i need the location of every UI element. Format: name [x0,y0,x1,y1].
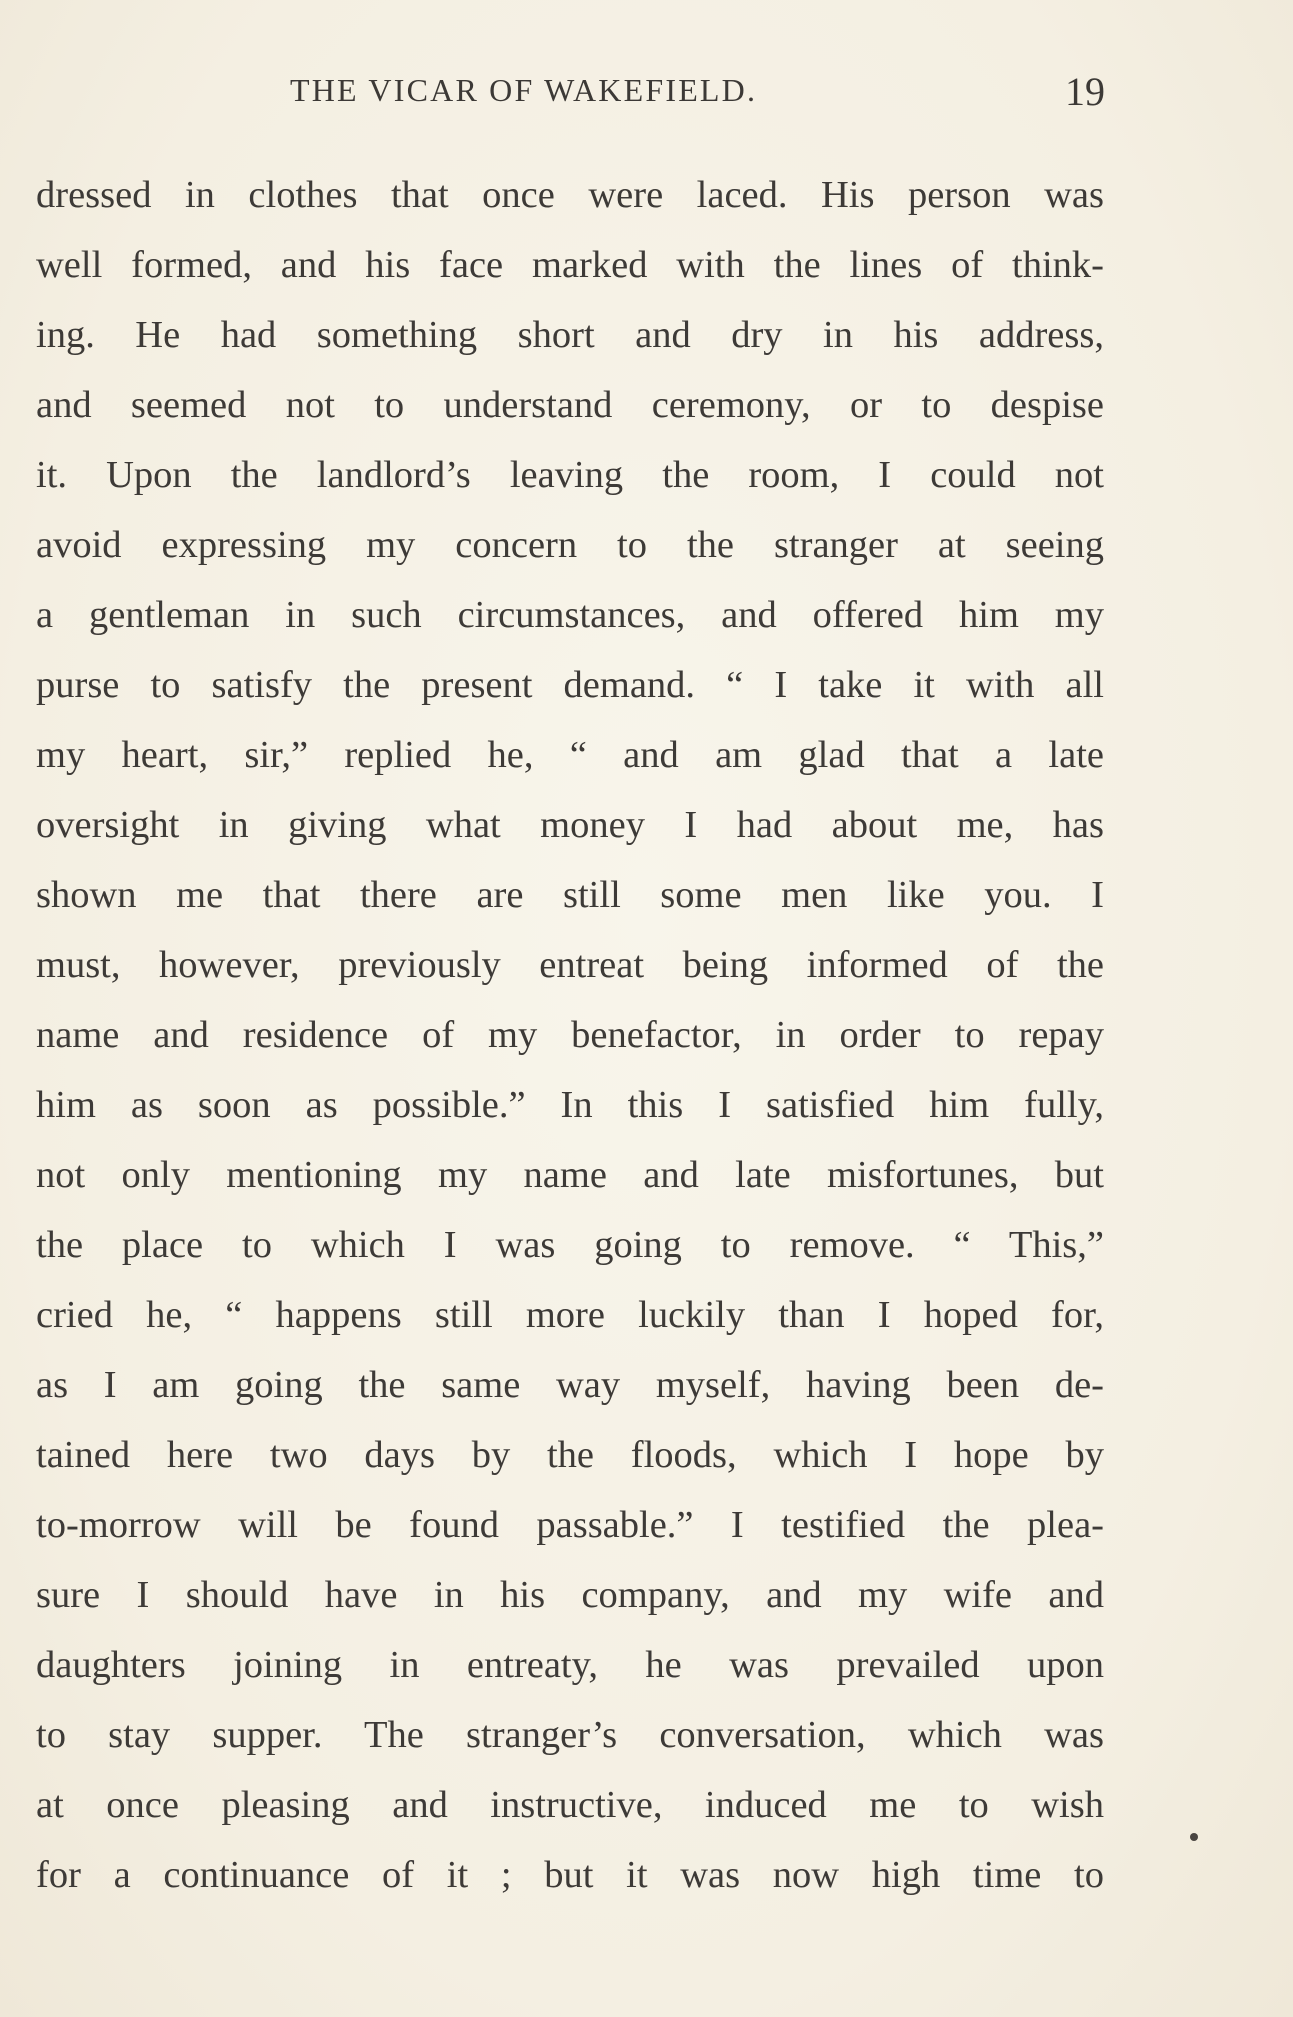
running-title: THE VICAR OF WAKEFIELD. [290,72,758,108]
text-line: name and residence of my benefactor, in order to repay [36,1014,1104,1056]
text-line: at once pleasing and instructive, induced me to wish [36,1784,1104,1826]
text-line: to-morrow will be found passable.” I testified the plea- [36,1504,1104,1546]
text-line: oversight in giving what money I had about me, has [36,804,1104,846]
text-line: him as soon as possible.” In this I satisfied him fully, [36,1084,1104,1126]
text-line: not only mentioning my name and late misfortunes, but [36,1154,1104,1196]
text-line: purse to satisfy the present demand. “ I take it with all [36,664,1104,706]
text-line: ing. He had something short and dry in his address, [36,314,1104,356]
text-line: shown me that there are still some men like you. I [36,874,1104,916]
body-text [36,160,1104,1910]
text-line: for a continuance of it ; but it was now high time to [36,1854,1104,1896]
text-line: avoid expressing my concern to the stranger at seeing [36,524,1104,566]
text-line: cried he, “ happens still more luckily than I hoped for, [36,1294,1104,1336]
text-line: to stay supper. The stranger’s conversation, which was [36,1714,1104,1756]
text-line: and seemed not to understand ceremony, or to despise [36,384,1104,426]
text-line: a gentleman in such circumstances, and offered him my [36,594,1104,636]
text-line: the place to which I was going to remove. “ This,” [36,1224,1104,1266]
text-line: it. Upon the landlord’s leaving the room, I could not [36,454,1104,496]
ink-speck [1190,1833,1198,1841]
text-line: well formed, and his face marked with the lines of think- [36,244,1104,286]
text-line: dressed in clothes that once were laced. His person was [36,174,1104,216]
page-number: 19 [1065,69,1105,114]
text-line: sure I should have in his company, and my wife and [36,1574,1104,1616]
page-header [290,69,1105,122]
text-line: tained here two days by the floods, which I hope by [36,1434,1104,1476]
text-line: as I am going the same way myself, having been de- [36,1364,1104,1406]
text-line: daughters joining in entreaty, he was prevailed upon [36,1644,1104,1686]
text-line: must, however, previously entreat being informed of the [36,944,1104,986]
text-line: my heart, sir,” replied he, “ and am glad that a late [36,734,1104,776]
